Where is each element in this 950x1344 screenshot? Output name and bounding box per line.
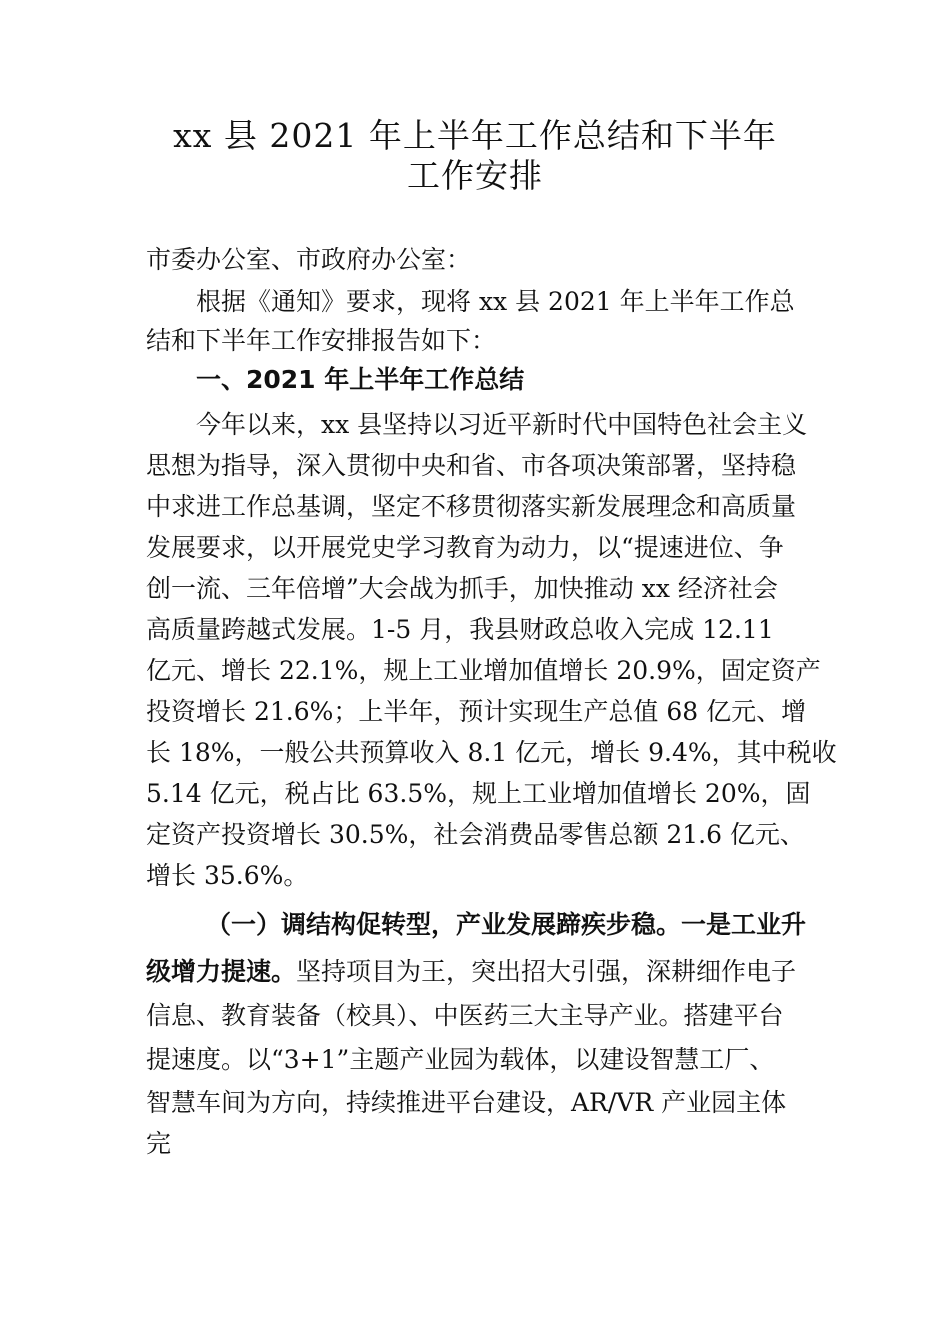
body-line: 信息、教育装备（校具）、中医药三大主导产业。搭建平台: [146, 1001, 784, 1030]
subsection1-line-2-text: 坚持项目为王，突出招大引强，深耕细作电子: [296, 957, 797, 986]
body-line: 提速度。以“3+1”主题产业园为载体，以建设智慧工厂、: [146, 1045, 775, 1074]
body-line: 发展要求，以开展党史学习教育为动力，以“提速进位、争: [146, 533, 784, 562]
body-line: 长 18%，一般公共预算收入 8.1 亿元，增长 9.4%，其中税收: [146, 738, 837, 767]
subsection1-heading: （一）调结构促转型，产业发展蹄疾步稳。一是工业升: [206, 910, 807, 939]
body-line: 思想为指导，深入贯彻中央和省、市各项决策部署，坚持稳: [146, 451, 797, 480]
body-line: 投资增长 21.6%；上半年，预计实现生产总值 68 亿元、增: [146, 697, 807, 726]
section1-heading: 一、2021 年上半年工作总结: [196, 365, 525, 394]
title-line-2: 工作安排: [407, 156, 543, 195]
body-line: 5.14 亿元，税占比 63.5%，规上工业增加值增长 20%，固: [146, 779, 811, 808]
title-line-1: xx 县 2021 年上半年工作总结和下半年: [173, 116, 777, 155]
body-line: 今年以来，xx 县坚持以习近平新时代中国特色社会主义: [196, 410, 808, 439]
body-line: 完: [146, 1129, 172, 1158]
body-line: 亿元、增长 22.1%，规上工业增加值增长 20.9%，固定资产: [146, 656, 821, 685]
intro-line-2: 结和下半年工作安排报告如下：: [146, 326, 497, 355]
body-line: 中求进工作总基调，坚定不移贯彻落实新发展理念和高质量: [146, 492, 797, 521]
body-line: 增长 35.6%。: [146, 861, 309, 890]
subsection1-heading-tail: 级增力提速。: [146, 957, 297, 986]
body-line: 高质量跨越式发展。1-5 月，我县财政总收入完成 12.11: [146, 615, 774, 644]
subsection1-line-2: [146, 952, 796, 992]
salutation: 市委办公室、市政府办公室：: [146, 245, 472, 274]
body-line: 智慧车间为方向，持续推进平台建设，AR/VR 产业园主体: [146, 1088, 787, 1117]
body-line: 定资产投资增长 30.5%，社会消费品零售总额 21.6 亿元、: [146, 820, 805, 849]
body-line: 创一流、三年倍增”大会战为抓手，加快推动 xx 经济社会: [146, 574, 778, 603]
intro-line-1: 根据《通知》要求，现将 xx 县 2021 年上半年工作总: [196, 287, 795, 316]
